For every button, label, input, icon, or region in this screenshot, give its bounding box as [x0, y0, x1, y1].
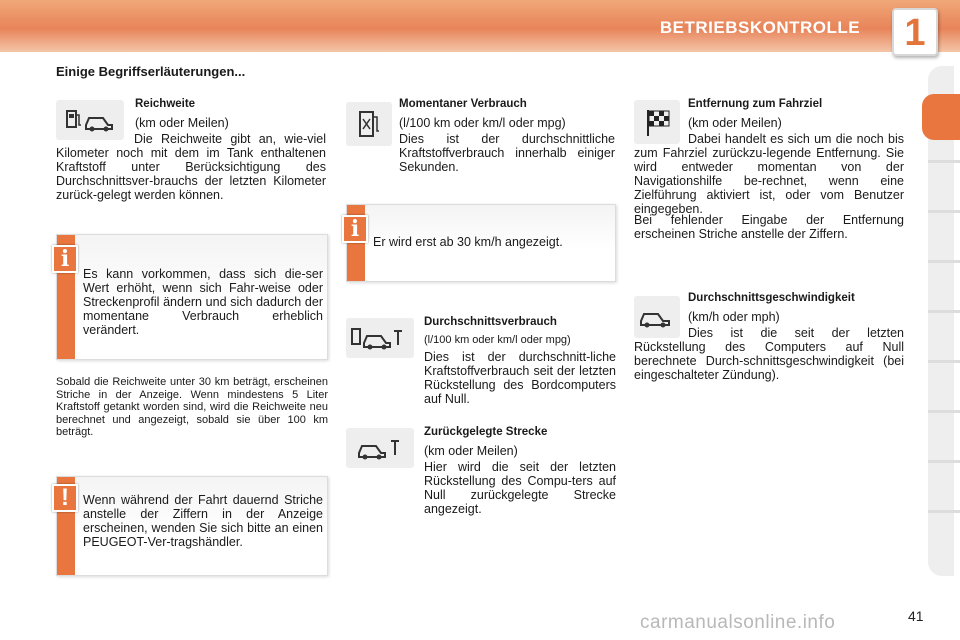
strecke-heading: Zurückgelegte Strecke [424, 426, 548, 438]
info-note-text: Es kann vorkommen, dass sich die-ser Wert erhöht, wenn sich Fahr-weise oder Streckenprofil ändern und sich dadurch der momentane Verbrauch erheblich verändert. [83, 267, 323, 337]
entfernung-heading: Entfernung zum Fahrziel [688, 98, 823, 110]
entfernung-body-2: Bei fehlender Eingabe der Entfernung erscheinen Striche anstelle der Ziffern. [634, 213, 904, 241]
chapter-tab[interactable] [928, 360, 960, 363]
momentaner-heading: Momentaner Verbrauch [399, 98, 527, 110]
fuel-pump-icon [346, 102, 392, 146]
chapter-tab[interactable] [928, 160, 960, 163]
geschwindigkeit-heading: Durchschnittsgeschwindigkeit [688, 292, 855, 304]
entfernung-body: Dabei handelt es sich um die noch bis zum Fahrziel zurückzu-legende Entfernung. Sie wird entweder momentan von der Navigationshilfe be-rechnet, wenn eine Zielführung aktiviert ist, oder vom Benutzer eingegeben. [634, 132, 904, 216]
chapter-tab[interactable] [928, 260, 960, 263]
reichweite-heading: Reichweite [135, 98, 196, 110]
chapter-number: 1 [904, 12, 926, 54]
warning-icon: ! [52, 484, 78, 512]
chapter-number-box [892, 8, 938, 56]
reichweite-unit: (km oder Meilen) [135, 116, 229, 130]
section-title: Einige Begriffserläuterungen... [56, 64, 246, 79]
strecke-unit: (km oder Meilen) [424, 444, 518, 458]
chapter-title: BETRIEBSKONTROLLE [659, 18, 861, 37]
info-icon: i [342, 215, 368, 243]
car-distance-icon [346, 428, 414, 468]
chapter-tab[interactable] [928, 410, 960, 413]
durchschnitt-heading: Durchschnittsverbrauch [424, 316, 557, 328]
reichweite-body: Die Reichweite gibt an, wie-viel Kilometer noch mit dem im Tank enthaltenen Kraftstoff unter Berücksichtigung des Durchschnittsver-brauchs der letzten Kilometer zurück-gelegt werden können. [56, 132, 326, 202]
info-note-speed [346, 204, 616, 282]
info-note-speed-text: Er wird erst ab 30 km/h angezeigt. [373, 235, 563, 249]
chapter-tab[interactable] [928, 310, 960, 313]
durchschnitt-body: Dies ist der durchschnitt-liche Kraftstoffverbrauch seit der letzten Rückstellung des Bordcomputers auf Null. [424, 350, 616, 406]
chapter-tab-active[interactable] [922, 94, 960, 140]
chapter-tab-rail [928, 66, 954, 576]
chapter-tab[interactable] [928, 210, 960, 213]
car-gauge-icon [346, 318, 414, 358]
page-number: 41 [908, 608, 924, 624]
momentaner-body: Dies ist der durchschnittliche Kraftstoffverbrauch innerhalb einiger Sekunden. [399, 132, 615, 174]
warning-note [56, 476, 328, 576]
geschwindigkeit-body: Dies ist die seit der letzten Rückstellung des Computers auf Null berechnete Durch-schnittsgeschwindigkeit (bei eingeschalteter Zündung). [634, 326, 904, 382]
strecke-body: Hier wird die seit der letzten Rückstellung des Compu-ters auf Null zurückgelegte Strecke angezeigt. [424, 460, 616, 516]
info-note [56, 234, 328, 360]
warning-note-text: Wenn während der Fahrt dauernd Striche anstelle der Ziffern in der Anzeige erscheinen, wenden Sie sich bitte an einen PEUGEOT-Ver-tragshändler. [83, 493, 323, 549]
geschwindigkeit-unit: (km/h oder mph) [688, 310, 780, 324]
info-icon: i [52, 245, 78, 273]
reichweite-small-note: Sobald die Reichweite unter 30 km beträgt, erscheinen Striche in der Anzeige. Wenn mindestens 5 Liter Kraftstoff getankt worden sind, wird die Reichweite neu berechnet und angezeigt, sobald sie über 100 km beträgt. [56, 376, 328, 438]
chapter-tab[interactable] [928, 510, 960, 513]
chapter-tab[interactable] [928, 460, 960, 463]
durchschnitt-unit: (l/100 km oder km/l oder mpg) [424, 334, 571, 346]
momentaner-unit: (l/100 km oder km/l oder mpg) [399, 116, 566, 130]
entfernung-unit: (km oder Meilen) [688, 116, 782, 130]
watermark: carmanualsonline.info [640, 612, 836, 633]
